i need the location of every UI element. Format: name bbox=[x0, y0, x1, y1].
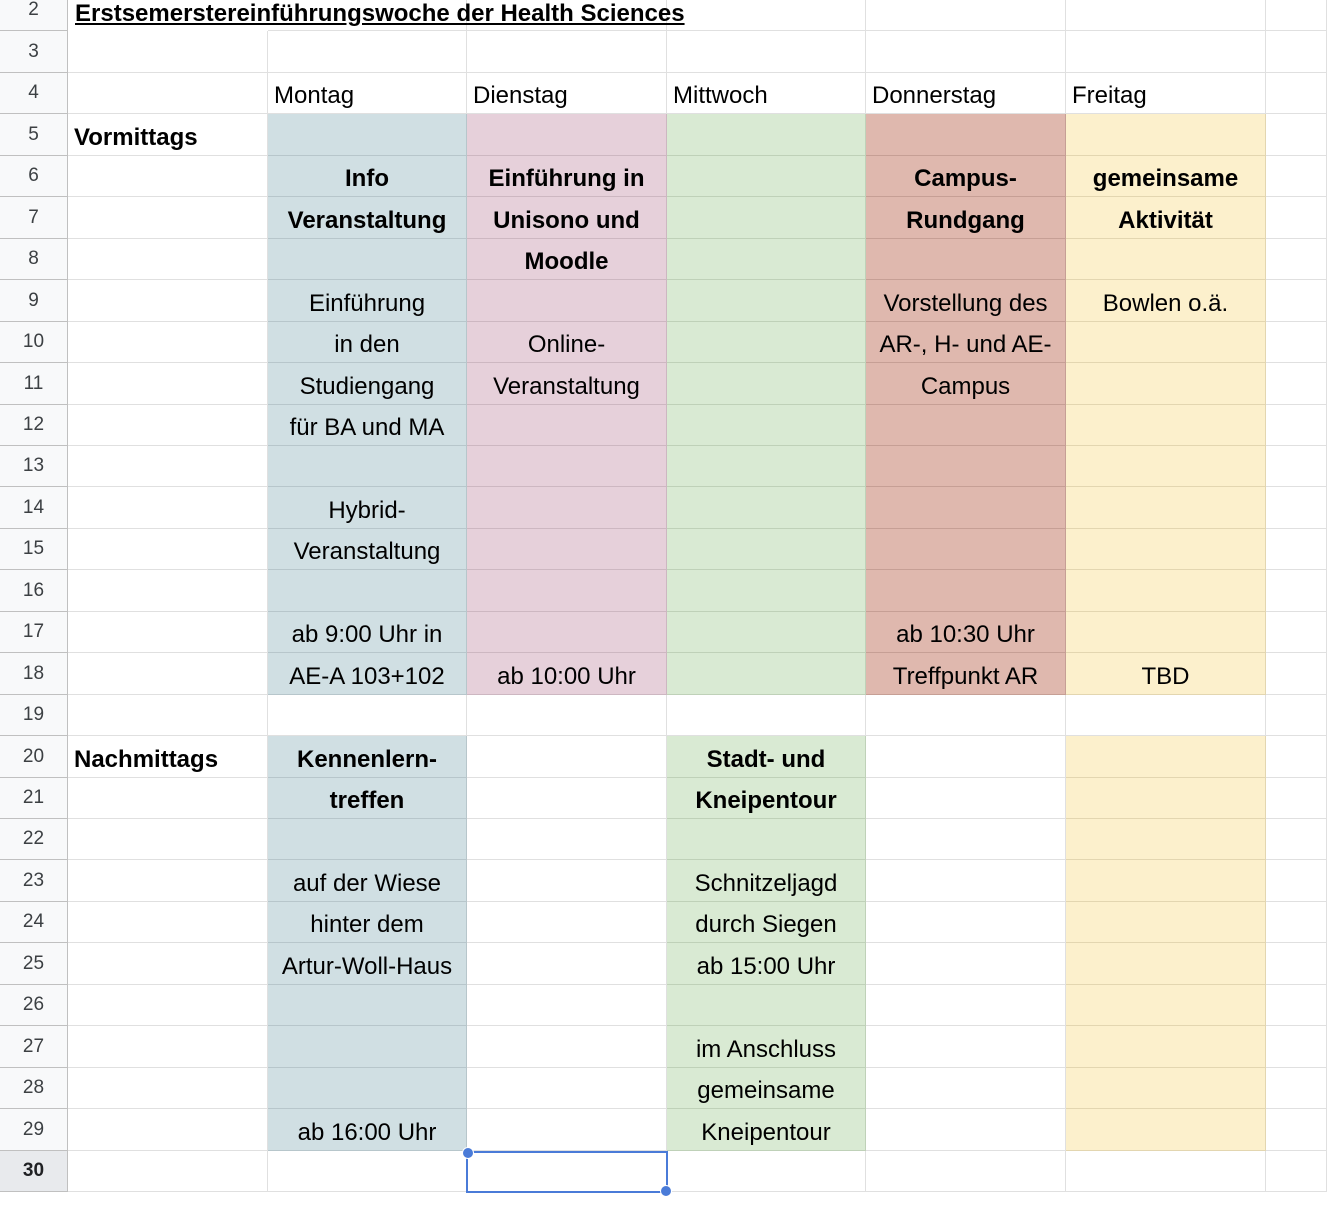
cell[interactable] bbox=[467, 819, 667, 860]
cell[interactable] bbox=[1066, 1151, 1266, 1192]
cell[interactable] bbox=[1266, 653, 1327, 695]
cell[interactable] bbox=[1266, 570, 1327, 612]
cell[interactable] bbox=[866, 1068, 1066, 1109]
schedule-cell-donnerstag[interactable]: AR-, H- und AE- bbox=[866, 322, 1066, 363]
cell[interactable] bbox=[1266, 280, 1327, 322]
cell[interactable] bbox=[467, 280, 667, 322]
cell[interactable] bbox=[1266, 487, 1327, 529]
cell[interactable] bbox=[68, 529, 268, 570]
cell[interactable] bbox=[1266, 31, 1327, 73]
cell[interactable] bbox=[667, 363, 866, 405]
cell[interactable] bbox=[68, 322, 268, 363]
cell[interactable] bbox=[667, 280, 866, 322]
cell[interactable] bbox=[68, 695, 268, 736]
cell[interactable] bbox=[1266, 239, 1327, 280]
cell[interactable] bbox=[1066, 405, 1266, 446]
cell[interactable] bbox=[1266, 1151, 1327, 1192]
cell[interactable] bbox=[68, 1109, 268, 1151]
cell[interactable] bbox=[1066, 860, 1266, 902]
row-header[interactable]: 23 bbox=[0, 860, 68, 902]
schedule-cell-mittwoch[interactable]: Kneipentour bbox=[667, 778, 866, 819]
cell[interactable] bbox=[68, 197, 268, 239]
cell[interactable] bbox=[1266, 778, 1327, 819]
cell[interactable] bbox=[1266, 943, 1327, 985]
cell[interactable] bbox=[68, 1068, 268, 1109]
schedule-cell-montag[interactable]: Kennenlern- bbox=[268, 736, 467, 778]
row-header[interactable]: 3 bbox=[0, 31, 68, 73]
cell[interactable] bbox=[866, 239, 1066, 280]
cell[interactable] bbox=[866, 405, 1066, 446]
row-header[interactable]: 17 bbox=[0, 612, 68, 653]
cell[interactable] bbox=[1266, 322, 1327, 363]
cell[interactable] bbox=[467, 985, 667, 1026]
schedule-cell-mittwoch[interactable]: Kneipentour bbox=[667, 1109, 866, 1151]
schedule-cell-freitag[interactable]: Aktivität bbox=[1066, 197, 1266, 239]
cell[interactable] bbox=[1266, 695, 1327, 736]
cell[interactable] bbox=[467, 529, 667, 570]
cell[interactable] bbox=[68, 570, 268, 612]
row-header[interactable]: 13 bbox=[0, 446, 68, 487]
cell[interactable] bbox=[268, 570, 467, 612]
cell[interactable] bbox=[1266, 446, 1327, 487]
schedule-cell-donnerstag[interactable]: Campus bbox=[866, 363, 1066, 405]
cell[interactable] bbox=[68, 1151, 268, 1192]
row-header[interactable]: 28 bbox=[0, 1068, 68, 1109]
cell[interactable] bbox=[1266, 114, 1327, 156]
cell[interactable] bbox=[667, 612, 866, 653]
schedule-cell-montag[interactable]: auf der Wiese bbox=[268, 860, 467, 902]
schedule-cell-dienstag[interactable]: Unisono und bbox=[467, 197, 667, 239]
selected-cell[interactable] bbox=[466, 1151, 668, 1193]
schedule-cell-montag[interactable]: treffen bbox=[268, 778, 467, 819]
cell[interactable] bbox=[1266, 819, 1327, 860]
cell[interactable] bbox=[467, 902, 667, 943]
schedule-cell-donnerstag[interactable]: Vorstellung des bbox=[866, 280, 1066, 322]
cell[interactable] bbox=[866, 1109, 1066, 1151]
schedule-cell-dienstag[interactable]: Einführung in bbox=[467, 156, 667, 197]
cell[interactable] bbox=[68, 239, 268, 280]
cell[interactable] bbox=[1066, 695, 1266, 736]
schedule-cell-mittwoch[interactable]: im Anschluss bbox=[667, 1026, 866, 1068]
cell[interactable] bbox=[68, 653, 268, 695]
cell[interactable] bbox=[866, 778, 1066, 819]
cell[interactable] bbox=[667, 695, 866, 736]
cell[interactable] bbox=[68, 612, 268, 653]
cell[interactable] bbox=[1266, 1068, 1327, 1109]
schedule-cell-montag[interactable]: Veranstaltung bbox=[268, 197, 467, 239]
cell[interactable] bbox=[667, 322, 866, 363]
cell[interactable] bbox=[667, 653, 866, 695]
cell[interactable] bbox=[268, 1026, 467, 1068]
cell[interactable] bbox=[1066, 322, 1266, 363]
row-header[interactable]: 7 bbox=[0, 197, 68, 239]
cell[interactable] bbox=[1266, 73, 1327, 114]
row-header[interactable]: 19 bbox=[0, 695, 68, 736]
cell[interactable] bbox=[866, 1151, 1066, 1192]
cell[interactable] bbox=[866, 943, 1066, 985]
schedule-cell-montag[interactable]: Veranstaltung bbox=[268, 529, 467, 570]
cell[interactable] bbox=[467, 778, 667, 819]
cell[interactable] bbox=[268, 114, 467, 156]
cell[interactable] bbox=[268, 695, 467, 736]
cell[interactable] bbox=[1066, 114, 1266, 156]
row-header[interactable]: 29 bbox=[0, 1109, 68, 1151]
row-header[interactable]: 27 bbox=[0, 1026, 68, 1068]
cell[interactable] bbox=[467, 695, 667, 736]
afternoon-label[interactable]: Nachmittags bbox=[68, 736, 268, 778]
morning-label[interactable]: Vormittags bbox=[68, 114, 268, 156]
cell[interactable] bbox=[68, 73, 268, 114]
cell[interactable] bbox=[866, 860, 1066, 902]
cell[interactable] bbox=[467, 487, 667, 529]
schedule-cell-mittwoch[interactable]: durch Siegen bbox=[667, 902, 866, 943]
selection-handle-top-left[interactable] bbox=[462, 1147, 474, 1159]
cell[interactable] bbox=[467, 736, 667, 778]
cell[interactable] bbox=[1066, 487, 1266, 529]
cell[interactable] bbox=[667, 1151, 866, 1192]
schedule-cell-montag[interactable]: Info bbox=[268, 156, 467, 197]
row-header[interactable]: 6 bbox=[0, 156, 68, 197]
cell[interactable] bbox=[866, 819, 1066, 860]
cell[interactable] bbox=[68, 860, 268, 902]
schedule-cell-mittwoch[interactable]: gemeinsame bbox=[667, 1068, 866, 1109]
cell[interactable] bbox=[667, 487, 866, 529]
cell[interactable] bbox=[866, 736, 1066, 778]
cell[interactable] bbox=[1266, 985, 1327, 1026]
cell[interactable] bbox=[1266, 156, 1327, 197]
cell[interactable] bbox=[1266, 736, 1327, 778]
cell[interactable] bbox=[1066, 1109, 1266, 1151]
schedule-cell-montag[interactable]: hinter dem bbox=[268, 902, 467, 943]
row-header[interactable]: 2 bbox=[0, 0, 68, 31]
cell[interactable] bbox=[1266, 1109, 1327, 1151]
cell[interactable] bbox=[268, 31, 467, 73]
cell[interactable] bbox=[1266, 197, 1327, 239]
cell[interactable] bbox=[268, 985, 467, 1026]
row-header[interactable]: 12 bbox=[0, 405, 68, 446]
schedule-cell-montag[interactable]: in den bbox=[268, 322, 467, 363]
cell[interactable] bbox=[467, 1026, 667, 1068]
row-header[interactable]: 4 bbox=[0, 73, 68, 114]
row-header[interactable]: 5 bbox=[0, 114, 68, 156]
cell[interactable] bbox=[1066, 239, 1266, 280]
cell[interactable] bbox=[866, 0, 1066, 31]
schedule-cell-montag[interactable]: AE-A 103+102 bbox=[268, 653, 467, 695]
row-header[interactable]: 14 bbox=[0, 487, 68, 529]
cell[interactable] bbox=[1266, 405, 1327, 446]
cell[interactable] bbox=[68, 31, 268, 73]
schedule-cell-montag[interactable]: Artur-Woll-Haus bbox=[268, 943, 467, 985]
row-header[interactable]: 22 bbox=[0, 819, 68, 860]
cell[interactable] bbox=[667, 156, 866, 197]
row-header[interactable]: 21 bbox=[0, 778, 68, 819]
schedule-cell-montag[interactable]: für BA und MA bbox=[268, 405, 467, 446]
day-header[interactable]: Donnerstag bbox=[866, 73, 1066, 114]
cell[interactable] bbox=[667, 197, 866, 239]
cell[interactable] bbox=[467, 114, 667, 156]
schedule-cell-freitag[interactable]: gemeinsame bbox=[1066, 156, 1266, 197]
cell[interactable] bbox=[1066, 1068, 1266, 1109]
schedule-cell-freitag[interactable]: Bowlen o.ä. bbox=[1066, 280, 1266, 322]
cell[interactable] bbox=[1066, 819, 1266, 860]
cell[interactable] bbox=[1066, 902, 1266, 943]
cell[interactable] bbox=[268, 819, 467, 860]
cell[interactable] bbox=[1066, 736, 1266, 778]
schedule-cell-montag[interactable]: Einführung bbox=[268, 280, 467, 322]
cell[interactable] bbox=[467, 860, 667, 902]
row-header[interactable]: 18 bbox=[0, 653, 68, 695]
cell[interactable] bbox=[1066, 31, 1266, 73]
schedule-cell-donnerstag[interactable]: Rundgang bbox=[866, 197, 1066, 239]
cell[interactable] bbox=[467, 612, 667, 653]
cell[interactable] bbox=[1266, 902, 1327, 943]
cell[interactable] bbox=[667, 405, 866, 446]
cell[interactable] bbox=[68, 778, 268, 819]
schedule-cell-dienstag[interactable]: Online- bbox=[467, 322, 667, 363]
cell[interactable] bbox=[268, 239, 467, 280]
cell[interactable] bbox=[1066, 612, 1266, 653]
cell[interactable] bbox=[1266, 529, 1327, 570]
cell[interactable] bbox=[68, 363, 268, 405]
cell[interactable] bbox=[268, 1151, 467, 1192]
schedule-cell-dienstag[interactable]: ab 10:00 Uhr bbox=[467, 653, 667, 695]
cell[interactable] bbox=[667, 31, 866, 73]
cell[interactable] bbox=[268, 1068, 467, 1109]
cell[interactable] bbox=[1266, 363, 1327, 405]
cell[interactable] bbox=[68, 405, 268, 446]
cell[interactable] bbox=[1266, 860, 1327, 902]
cell[interactable] bbox=[1066, 0, 1266, 31]
cell[interactable] bbox=[866, 570, 1066, 612]
schedule-cell-donnerstag[interactable]: ab 10:30 Uhr bbox=[866, 612, 1066, 653]
schedule-cell-mittwoch[interactable]: ab 15:00 Uhr bbox=[667, 943, 866, 985]
schedule-cell-dienstag[interactable]: Moodle bbox=[467, 239, 667, 280]
schedule-cell-donnerstag[interactable]: Campus- bbox=[866, 156, 1066, 197]
cell[interactable] bbox=[1066, 446, 1266, 487]
row-header[interactable]: 10 bbox=[0, 322, 68, 363]
cell[interactable] bbox=[667, 985, 866, 1026]
cell[interactable] bbox=[1266, 0, 1327, 31]
cell[interactable] bbox=[68, 819, 268, 860]
row-header[interactable]: 8 bbox=[0, 239, 68, 280]
cell[interactable] bbox=[467, 570, 667, 612]
cell[interactable] bbox=[1066, 985, 1266, 1026]
cell[interactable] bbox=[1266, 1026, 1327, 1068]
cell[interactable] bbox=[68, 1026, 268, 1068]
cell[interactable] bbox=[467, 405, 667, 446]
cell[interactable] bbox=[866, 529, 1066, 570]
row-header[interactable]: 9 bbox=[0, 280, 68, 322]
schedule-cell-freitag[interactable]: TBD bbox=[1066, 653, 1266, 695]
cell[interactable] bbox=[68, 985, 268, 1026]
row-header[interactable]: 25 bbox=[0, 943, 68, 985]
cell[interactable] bbox=[68, 943, 268, 985]
schedule-cell-donnerstag[interactable]: Treffpunkt AR bbox=[866, 653, 1066, 695]
cell[interactable] bbox=[68, 280, 268, 322]
cell[interactable] bbox=[667, 570, 866, 612]
row-header[interactable]: 16 bbox=[0, 570, 68, 612]
schedule-cell-mittwoch[interactable]: Stadt- und bbox=[667, 736, 866, 778]
cell[interactable] bbox=[866, 902, 1066, 943]
cell[interactable] bbox=[667, 529, 866, 570]
cell[interactable] bbox=[1266, 612, 1327, 653]
row-header[interactable]: 15 bbox=[0, 529, 68, 570]
schedule-cell-mittwoch[interactable]: Schnitzeljagd bbox=[667, 860, 866, 902]
selection-handle-bottom-right[interactable] bbox=[660, 1185, 672, 1197]
schedule-cell-montag[interactable]: ab 9:00 Uhr in bbox=[268, 612, 467, 653]
cell[interactable] bbox=[1066, 943, 1266, 985]
cell[interactable] bbox=[667, 239, 866, 280]
schedule-cell-montag[interactable]: Hybrid- bbox=[268, 487, 467, 529]
row-header[interactable]: 11 bbox=[0, 363, 68, 405]
row-header[interactable]: 20 bbox=[0, 736, 68, 778]
cell[interactable] bbox=[268, 446, 467, 487]
cell[interactable] bbox=[68, 487, 268, 529]
cell[interactable] bbox=[467, 446, 667, 487]
cell[interactable] bbox=[68, 156, 268, 197]
day-header[interactable]: Montag bbox=[268, 73, 467, 114]
row-header[interactable]: 24 bbox=[0, 902, 68, 943]
row-header[interactable]: 26 bbox=[0, 985, 68, 1026]
cell[interactable] bbox=[866, 1026, 1066, 1068]
cell[interactable] bbox=[866, 114, 1066, 156]
cell[interactable] bbox=[68, 902, 268, 943]
cell[interactable] bbox=[1066, 778, 1266, 819]
cell[interactable] bbox=[1066, 1026, 1266, 1068]
cell[interactable] bbox=[1066, 363, 1266, 405]
cell[interactable] bbox=[68, 446, 268, 487]
cell[interactable] bbox=[467, 1068, 667, 1109]
schedule-cell-montag[interactable]: Studiengang bbox=[268, 363, 467, 405]
schedule-cell-dienstag[interactable]: Veranstaltung bbox=[467, 363, 667, 405]
cell[interactable] bbox=[667, 819, 866, 860]
cell[interactable] bbox=[1066, 570, 1266, 612]
sheet-title[interactable]: Erstsemerstereinführungswoche der Health Sciences bbox=[75, 0, 685, 27]
row-header[interactable]: 30 bbox=[0, 1151, 68, 1192]
cell[interactable] bbox=[467, 31, 667, 73]
cell[interactable] bbox=[866, 446, 1066, 487]
cell[interactable] bbox=[667, 0, 866, 31]
cell[interactable] bbox=[467, 1109, 667, 1151]
cell[interactable] bbox=[667, 446, 866, 487]
schedule-cell-montag[interactable]: ab 16:00 Uhr bbox=[268, 1109, 467, 1151]
day-header[interactable]: Dienstag bbox=[467, 73, 667, 114]
cell[interactable] bbox=[667, 114, 866, 156]
cell[interactable] bbox=[866, 31, 1066, 73]
cell[interactable] bbox=[467, 943, 667, 985]
cell[interactable] bbox=[866, 985, 1066, 1026]
cell[interactable] bbox=[866, 695, 1066, 736]
day-header[interactable]: Freitag bbox=[1066, 73, 1266, 114]
day-header[interactable]: Mittwoch bbox=[667, 73, 866, 114]
cell[interactable] bbox=[866, 487, 1066, 529]
cell[interactable] bbox=[1066, 529, 1266, 570]
